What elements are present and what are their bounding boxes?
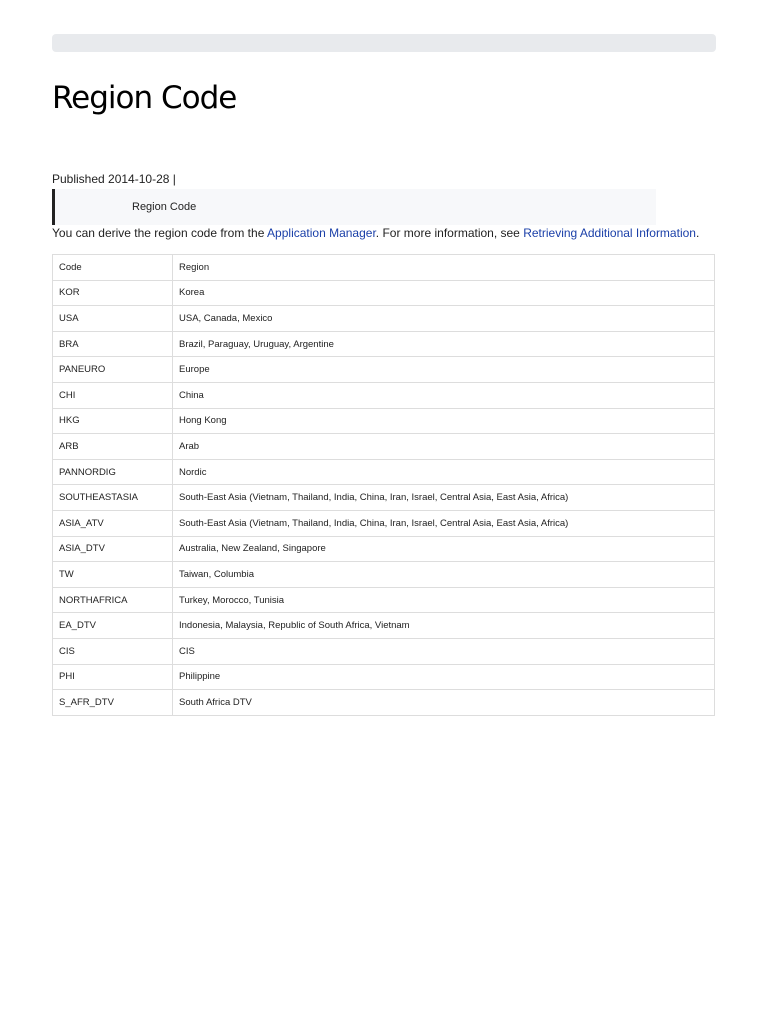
cell-code: S_AFR_DTV bbox=[53, 690, 173, 716]
table-row bbox=[53, 408, 715, 434]
table-row bbox=[53, 434, 715, 460]
retrieving-additional-information-link[interactable]: Retrieving Additional Information bbox=[523, 226, 696, 240]
cell-region: Indonesia, Malaysia, Republic of South Africa, Vietnam bbox=[173, 613, 715, 639]
table-row bbox=[53, 510, 715, 536]
table-row bbox=[53, 382, 715, 408]
callout-text: Region Code bbox=[132, 201, 197, 213]
intro-text-after: . bbox=[695, 226, 700, 240]
cell-code: NORTHAFRICA bbox=[53, 587, 173, 613]
cell-region: South-East Asia (Vietnam, Thailand, India, China, Iran, Israel, Central Asia, East Asia, Africa) bbox=[173, 485, 715, 511]
callout-box bbox=[52, 189, 656, 225]
cell-region: Australia, New Zealand, Singapore bbox=[173, 536, 715, 562]
cell-code: HKG bbox=[53, 408, 173, 434]
cell-region: South-East Asia (Vietnam, Thailand, India, China, Iran, Israel, Central Asia, East Asia, Africa) bbox=[173, 510, 715, 536]
application-manager-link[interactable]: Application Manager bbox=[267, 226, 376, 240]
cell-region: CIS bbox=[173, 638, 715, 664]
cell-region: Brazil, Paraguay, Uruguay, Argentine bbox=[173, 331, 715, 357]
cell-code: SOUTHEASTASIA bbox=[53, 485, 173, 511]
table-row bbox=[53, 459, 715, 485]
header-code: Code bbox=[53, 255, 173, 281]
cell-code: USA bbox=[53, 306, 173, 332]
cell-code: ARB bbox=[53, 434, 173, 460]
table-row bbox=[53, 357, 715, 383]
table-row bbox=[53, 690, 715, 716]
cell-code: ASIA_ATV bbox=[53, 510, 173, 536]
cell-code: PHI bbox=[53, 664, 173, 690]
table-row bbox=[53, 664, 715, 690]
intro-text-middle: . For more information, see bbox=[375, 226, 524, 240]
cell-code: PANEURO bbox=[53, 357, 173, 383]
cell-code: PANNORDIG bbox=[53, 459, 173, 485]
table-row bbox=[53, 638, 715, 664]
table-row bbox=[53, 536, 715, 562]
cell-code: BRA bbox=[53, 331, 173, 357]
cell-code: ASIA_DTV bbox=[53, 536, 173, 562]
cell-code: CIS bbox=[53, 638, 173, 664]
table-row bbox=[53, 306, 715, 332]
cell-region: China bbox=[173, 382, 715, 408]
table-row bbox=[53, 562, 715, 588]
cell-code: TW bbox=[53, 562, 173, 588]
cell-region: Taiwan, Columbia bbox=[173, 562, 715, 588]
top-search-bar[interactable] bbox=[52, 34, 716, 52]
table-row bbox=[53, 331, 715, 357]
intro-paragraph bbox=[52, 226, 699, 240]
cell-code: EA_DTV bbox=[53, 613, 173, 639]
table-row bbox=[53, 485, 715, 511]
header-region: Region bbox=[173, 255, 715, 281]
cell-region: Arab bbox=[173, 434, 715, 460]
cell-region: Philippine bbox=[173, 664, 715, 690]
cell-region: Korea bbox=[173, 280, 715, 306]
cell-region: South Africa DTV bbox=[173, 690, 715, 716]
cell-region: Europe bbox=[173, 357, 715, 383]
table-body bbox=[53, 280, 715, 715]
cell-code: CHI bbox=[53, 382, 173, 408]
cell-region: Turkey, Morocco, Tunisia bbox=[173, 587, 715, 613]
published-date: Published 2014-10-28 | bbox=[52, 172, 176, 186]
cell-region: USA, Canada, Mexico bbox=[173, 306, 715, 332]
table-header-row bbox=[53, 255, 715, 281]
table-row bbox=[53, 280, 715, 306]
page-title: Region Code bbox=[52, 80, 237, 116]
intro-text-before: You can derive the region code from the bbox=[52, 226, 268, 240]
cell-code: KOR bbox=[53, 280, 173, 306]
region-code-table bbox=[52, 254, 715, 716]
table-row bbox=[53, 613, 715, 639]
table-row bbox=[53, 587, 715, 613]
cell-region: Nordic bbox=[173, 459, 715, 485]
cell-region: Hong Kong bbox=[173, 408, 715, 434]
